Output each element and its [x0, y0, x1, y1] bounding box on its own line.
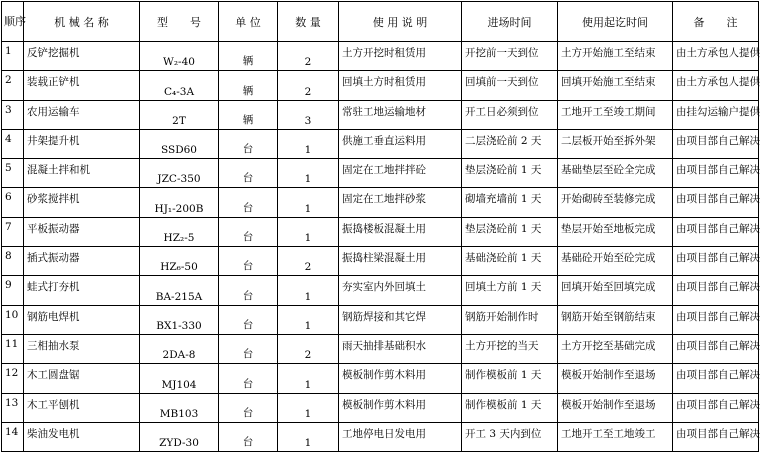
cell-model: W₂-40: [140, 42, 219, 71]
cell-name: 柴油发电机: [24, 422, 140, 451]
cell-use: 振捣楼板混凝土用: [339, 217, 462, 246]
cell-name: 农用运输车: [24, 100, 140, 129]
header-model: 型 号: [140, 2, 219, 42]
header-no: 顺序: [2, 2, 24, 42]
cell-qty: 1: [278, 364, 339, 393]
cell-no: 8: [2, 247, 24, 276]
cell-note: 由项目部自己解决: [673, 422, 759, 451]
cell-unit: 辆: [219, 71, 278, 100]
cell-unit: 台: [219, 247, 278, 276]
cell-entry: 基础浇砼前 1 天: [462, 247, 558, 276]
cell-period: 土方开始施工至结束: [558, 42, 673, 71]
table-row: [2, 129, 759, 158]
table-row: [2, 364, 759, 393]
cell-model: C₄-3A: [140, 71, 219, 100]
cell-use: 钢筋焊接和其它焊: [339, 305, 462, 334]
cell-model: MB103: [140, 393, 219, 422]
cell-period: 工地开工至工地竣工: [558, 422, 673, 451]
cell-period: 工地开工至竣工期间: [558, 100, 673, 129]
cell-model: JZC-350: [140, 159, 219, 188]
cell-qty: 1: [278, 217, 339, 246]
cell-unit: 台: [219, 159, 278, 188]
cell-unit: 台: [219, 276, 278, 305]
cell-name: 钢筋电焊机: [24, 305, 140, 334]
cell-name: 混凝土拌和机: [24, 159, 140, 188]
cell-use: 模板制作剪木料用: [339, 364, 462, 393]
cell-qty: 2: [278, 42, 339, 71]
cell-period: 垫层开始至地板完成: [558, 217, 673, 246]
cell-note: 由项目部自己解决: [673, 334, 759, 363]
cell-no: 12: [2, 364, 24, 393]
cell-entry: 垫层浇砼前 1 天: [462, 159, 558, 188]
cell-entry: 制作模板前 1 天: [462, 393, 558, 422]
cell-name: 插式振动器: [24, 247, 140, 276]
cell-period: 模板开始制作至退场: [558, 393, 673, 422]
cell-note: 由项目部自己解决: [673, 247, 759, 276]
equipment-table: [1, 1, 759, 452]
cell-unit: 台: [219, 305, 278, 334]
cell-qty: 2: [278, 71, 339, 100]
cell-unit: 台: [219, 393, 278, 422]
cell-qty: 2: [278, 247, 339, 276]
cell-entry: 垫层浇砼前 1 天: [462, 217, 558, 246]
cell-no: 4: [2, 129, 24, 158]
cell-note: 由项目部自己解决: [673, 276, 759, 305]
header-note: 备 注: [673, 2, 759, 42]
table-row: [2, 188, 759, 217]
table-row: [2, 276, 759, 305]
cell-entry: 开挖前一天到位: [462, 42, 558, 71]
cell-period: 基础垫层至砼全完成: [558, 159, 673, 188]
cell-period: 二层板开始至拆外架: [558, 129, 673, 158]
cell-use: 振捣柱梁混凝土用: [339, 247, 462, 276]
table-row: [2, 71, 759, 100]
cell-name: 砂浆搅拌机: [24, 188, 140, 217]
table-row: [2, 422, 759, 451]
cell-use: 固定在工地拌拌砼: [339, 159, 462, 188]
cell-no: 9: [2, 276, 24, 305]
cell-period: 模板开始制作至退场: [558, 364, 673, 393]
cell-unit: 台: [219, 422, 278, 451]
header-unit: 单 位: [219, 2, 278, 42]
cell-entry: 开工日必须到位: [462, 100, 558, 129]
cell-note: 由项目部自己解决: [673, 217, 759, 246]
cell-unit: 台: [219, 129, 278, 158]
cell-entry: 开工 3 天内到位: [462, 422, 558, 451]
cell-note: 由项目部自己解决: [673, 188, 759, 217]
cell-model: BA-215A: [140, 276, 219, 305]
cell-name: 木工平刨机: [24, 393, 140, 422]
table-row: [2, 159, 759, 188]
cell-entry: 砌墙充墙前 1 天: [462, 188, 558, 217]
table-row: [2, 217, 759, 246]
table-row: [2, 305, 759, 334]
cell-name: 三相抽水泵: [24, 334, 140, 363]
cell-period: 土方开挖至基础完成: [558, 334, 673, 363]
cell-unit: 台: [219, 334, 278, 363]
cell-model: MJ104: [140, 364, 219, 393]
cell-entry: 回填土方前 1 天: [462, 276, 558, 305]
cell-note: 由项目部自己解决: [673, 364, 759, 393]
cell-period: 回填开始施工至结束: [558, 71, 673, 100]
cell-entry: 钢筋开始制作时: [462, 305, 558, 334]
cell-entry: 制作模板前 1 天: [462, 364, 558, 393]
table-row: [2, 393, 759, 422]
cell-qty: 3: [278, 100, 339, 129]
cell-no: 6: [2, 188, 24, 217]
cell-period: 基础砼开始至砼完成: [558, 247, 673, 276]
cell-no: 14: [2, 422, 24, 451]
cell-entry: 二层浇砼前 2 天: [462, 129, 558, 158]
table-row: [2, 247, 759, 276]
cell-use: 模板制作剪木料用: [339, 393, 462, 422]
cell-use: 夯实室内外回填土: [339, 276, 462, 305]
cell-model: 2T: [140, 100, 219, 129]
cell-name: 井架提升机: [24, 129, 140, 158]
cell-note: 由项目部自己解决: [673, 305, 759, 334]
cell-no: 3: [2, 100, 24, 129]
cell-qty: 1: [278, 188, 339, 217]
table-row: [2, 334, 759, 363]
table-header-row: [2, 2, 759, 42]
header-name: 机 械 名 称: [24, 2, 140, 42]
cell-model: ZYD-30: [140, 422, 219, 451]
cell-no: 2: [2, 71, 24, 100]
cell-no: 10: [2, 305, 24, 334]
cell-period: 开始砌砖至装修完成: [558, 188, 673, 217]
cell-note: 由土方承包人提供: [673, 42, 759, 71]
cell-note: 由挂勾运输户提供: [673, 100, 759, 129]
cell-qty: 1: [278, 393, 339, 422]
cell-model: HJ₁-200B: [140, 188, 219, 217]
cell-name: 蛙式打夯机: [24, 276, 140, 305]
cell-use: 雨天抽排基础积水: [339, 334, 462, 363]
cell-qty: 1: [278, 129, 339, 158]
cell-unit: 辆: [219, 100, 278, 129]
cell-no: 11: [2, 334, 24, 363]
header-use: 使 用 说 明: [339, 2, 462, 42]
cell-qty: 1: [278, 276, 339, 305]
cell-unit: 台: [219, 188, 278, 217]
cell-qty: 1: [278, 159, 339, 188]
cell-name: 反铲挖掘机: [24, 42, 140, 71]
cell-period: 钢筋开始至钢筋结束: [558, 305, 673, 334]
cell-use: 回填土方时租赁用: [339, 71, 462, 100]
cell-unit: 辆: [219, 42, 278, 71]
table-row: [2, 42, 759, 71]
cell-model: 2DA-8: [140, 334, 219, 363]
cell-entry: 土方开挖的当天: [462, 334, 558, 363]
cell-no: 1: [2, 42, 24, 71]
cell-unit: 台: [219, 364, 278, 393]
cell-no: 7: [2, 217, 24, 246]
cell-note: 由项目部自己解决: [673, 129, 759, 158]
cell-qty: 2: [278, 334, 339, 363]
cell-unit: 台: [219, 217, 278, 246]
cell-model: BX1-330: [140, 305, 219, 334]
cell-use: 固定在工地拌砂浆: [339, 188, 462, 217]
cell-note: 由项目部自己解决: [673, 159, 759, 188]
cell-name: 装载正铲机: [24, 71, 140, 100]
cell-use: 土方开挖时租赁用: [339, 42, 462, 71]
cell-use: 供施工垂直运料用: [339, 129, 462, 158]
cell-name: 木工圆盘锯: [24, 364, 140, 393]
cell-model: SSD60: [140, 129, 219, 158]
cell-qty: 1: [278, 305, 339, 334]
cell-period: 回填开始至回填完成: [558, 276, 673, 305]
cell-no: 5: [2, 159, 24, 188]
table-row: [2, 100, 759, 129]
cell-use: 工地停电日发电用: [339, 422, 462, 451]
cell-no: 13: [2, 393, 24, 422]
header-entry: 进场时间: [462, 2, 558, 42]
cell-name: 平板振动器: [24, 217, 140, 246]
cell-note: 由项目部自己解决: [673, 393, 759, 422]
cell-qty: 1: [278, 422, 339, 451]
cell-entry: 回填前一天到位: [462, 71, 558, 100]
cell-model: HZ₂-5: [140, 217, 219, 246]
header-qty: 数 量: [278, 2, 339, 42]
header-period: 使用起讫时间: [558, 2, 673, 42]
cell-note: 由土方承包人提供: [673, 71, 759, 100]
cell-use: 常驻工地运输地材: [339, 100, 462, 129]
cell-model: HZ₆-50: [140, 247, 219, 276]
